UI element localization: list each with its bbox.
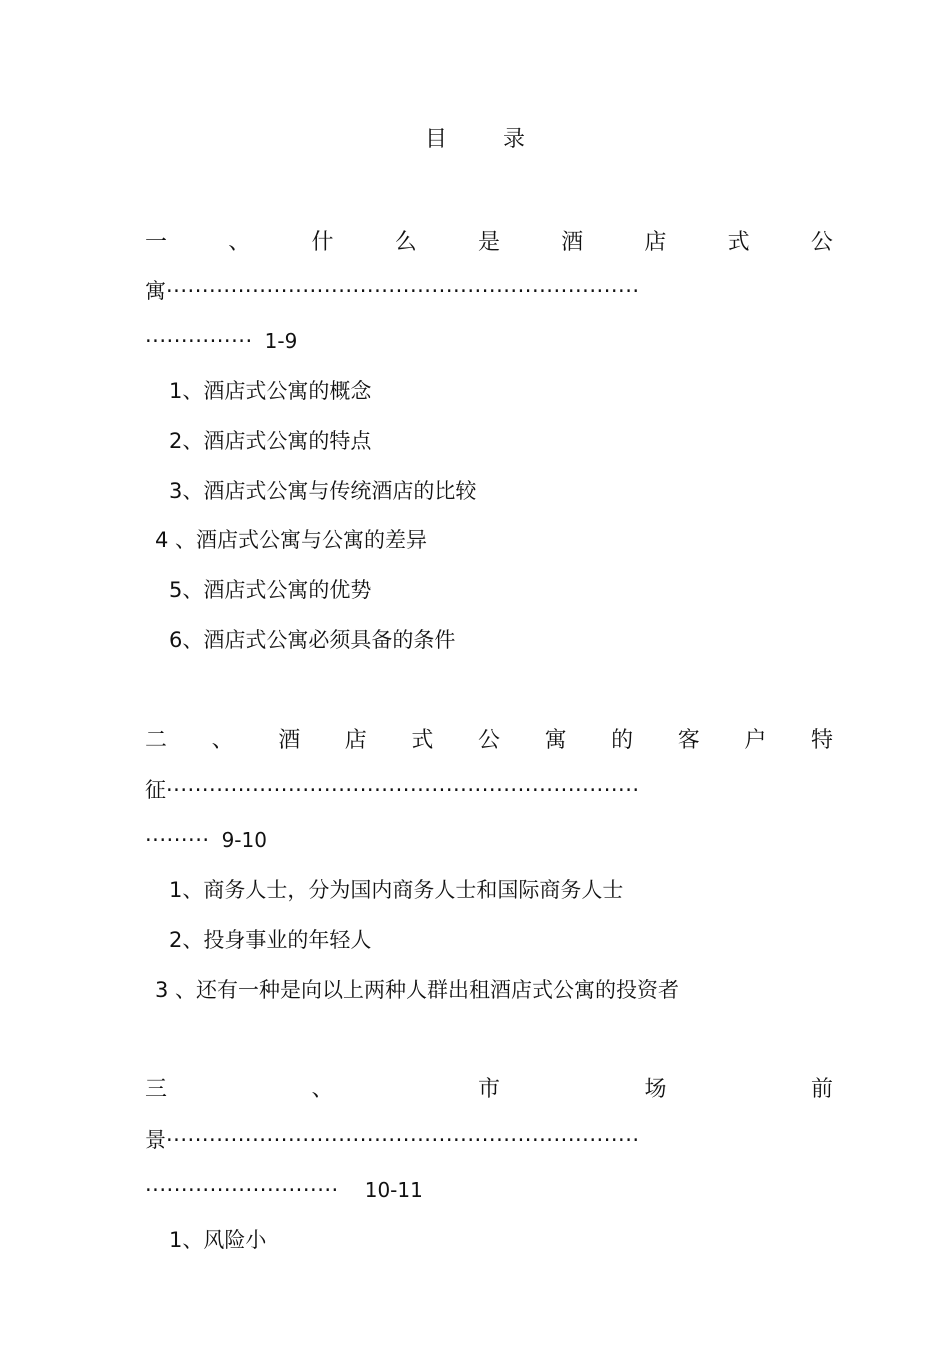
section-1-heading-cont xyxy=(145,277,640,305)
heading-char: 前 xyxy=(810,1077,833,1102)
heading-char: 一 xyxy=(145,230,168,255)
section-1-page-line xyxy=(145,327,297,355)
heading-char: 户 xyxy=(744,728,767,753)
heading-tail: 寓 xyxy=(145,279,166,303)
heading-char: 店 xyxy=(344,728,367,753)
leader-dots: ·································································· xyxy=(166,778,640,802)
leader-dots: ··························· xyxy=(145,1178,339,1202)
heading-char: 公 xyxy=(477,728,500,753)
heading-char: 酒 xyxy=(278,728,301,753)
toc-item: 1、风险小 xyxy=(169,1228,267,1252)
heading-char: 式 xyxy=(727,230,750,255)
heading-char: 、 xyxy=(211,728,234,753)
heading-tail: 景 xyxy=(145,1128,166,1152)
toc-item: 1、酒店式公寓的概念 xyxy=(169,379,372,403)
toc-item: 6、酒店式公寓必须具备的条件 xyxy=(169,628,456,652)
page-number: 9-10 xyxy=(221,828,267,852)
heading-char: 是 xyxy=(477,230,500,255)
toc-item: 2、投身事业的年轻人 xyxy=(169,928,372,952)
toc-item: 4 、酒店式公寓与公寓的差异 xyxy=(155,528,428,552)
heading-char: 特 xyxy=(810,728,833,753)
leader-dots: ··············· xyxy=(145,329,253,353)
title-char: 录 xyxy=(503,127,526,152)
toc-item: 5、酒店式公寓的优势 xyxy=(169,578,372,602)
heading-char: 、 xyxy=(228,230,251,255)
section-2-heading-cont xyxy=(145,776,640,804)
page-number: 10-11 xyxy=(364,1178,423,1202)
leader-dots: ········· xyxy=(145,828,210,852)
toc-item: 2、酒店式公寓的特点 xyxy=(169,429,372,453)
heading-char: 公 xyxy=(810,230,833,255)
heading-char: 么 xyxy=(394,230,417,255)
heading-char: 寓 xyxy=(544,728,567,753)
heading-char: 三 xyxy=(145,1077,168,1102)
page-number: 1-9 xyxy=(264,329,298,353)
section-2-page-line xyxy=(145,826,267,854)
toc-item: 3 、还有一种是向以上两种人群出租酒店式公寓的投资者 xyxy=(155,978,680,1002)
toc-title xyxy=(0,122,950,153)
heading-char: 二 xyxy=(145,728,168,753)
section-3-heading xyxy=(145,1076,833,1104)
section-1-heading xyxy=(145,229,833,257)
heading-char: 市 xyxy=(477,1077,500,1102)
heading-char: 客 xyxy=(677,728,700,753)
toc-item: 3、酒店式公寓与传统酒店的比较 xyxy=(169,479,477,503)
heading-char: 、 xyxy=(311,1077,334,1102)
heading-char: 什 xyxy=(311,230,334,255)
heading-char: 场 xyxy=(644,1077,667,1102)
heading-char: 的 xyxy=(611,728,634,753)
section-2-heading xyxy=(145,727,833,755)
toc-item: 1、商务人士，分为国内商务人士和国际商务人士 xyxy=(169,878,624,902)
leader-dots: ·································································· xyxy=(166,1128,640,1152)
heading-char: 酒 xyxy=(561,230,584,255)
heading-char: 店 xyxy=(644,230,667,255)
heading-tail: 征 xyxy=(145,778,166,802)
leader-dots: ·································································· xyxy=(166,279,640,303)
title-char: 目 xyxy=(424,127,447,152)
section-3-heading-cont xyxy=(145,1126,640,1154)
heading-char: 式 xyxy=(411,728,434,753)
section-3-page-line xyxy=(145,1176,423,1204)
